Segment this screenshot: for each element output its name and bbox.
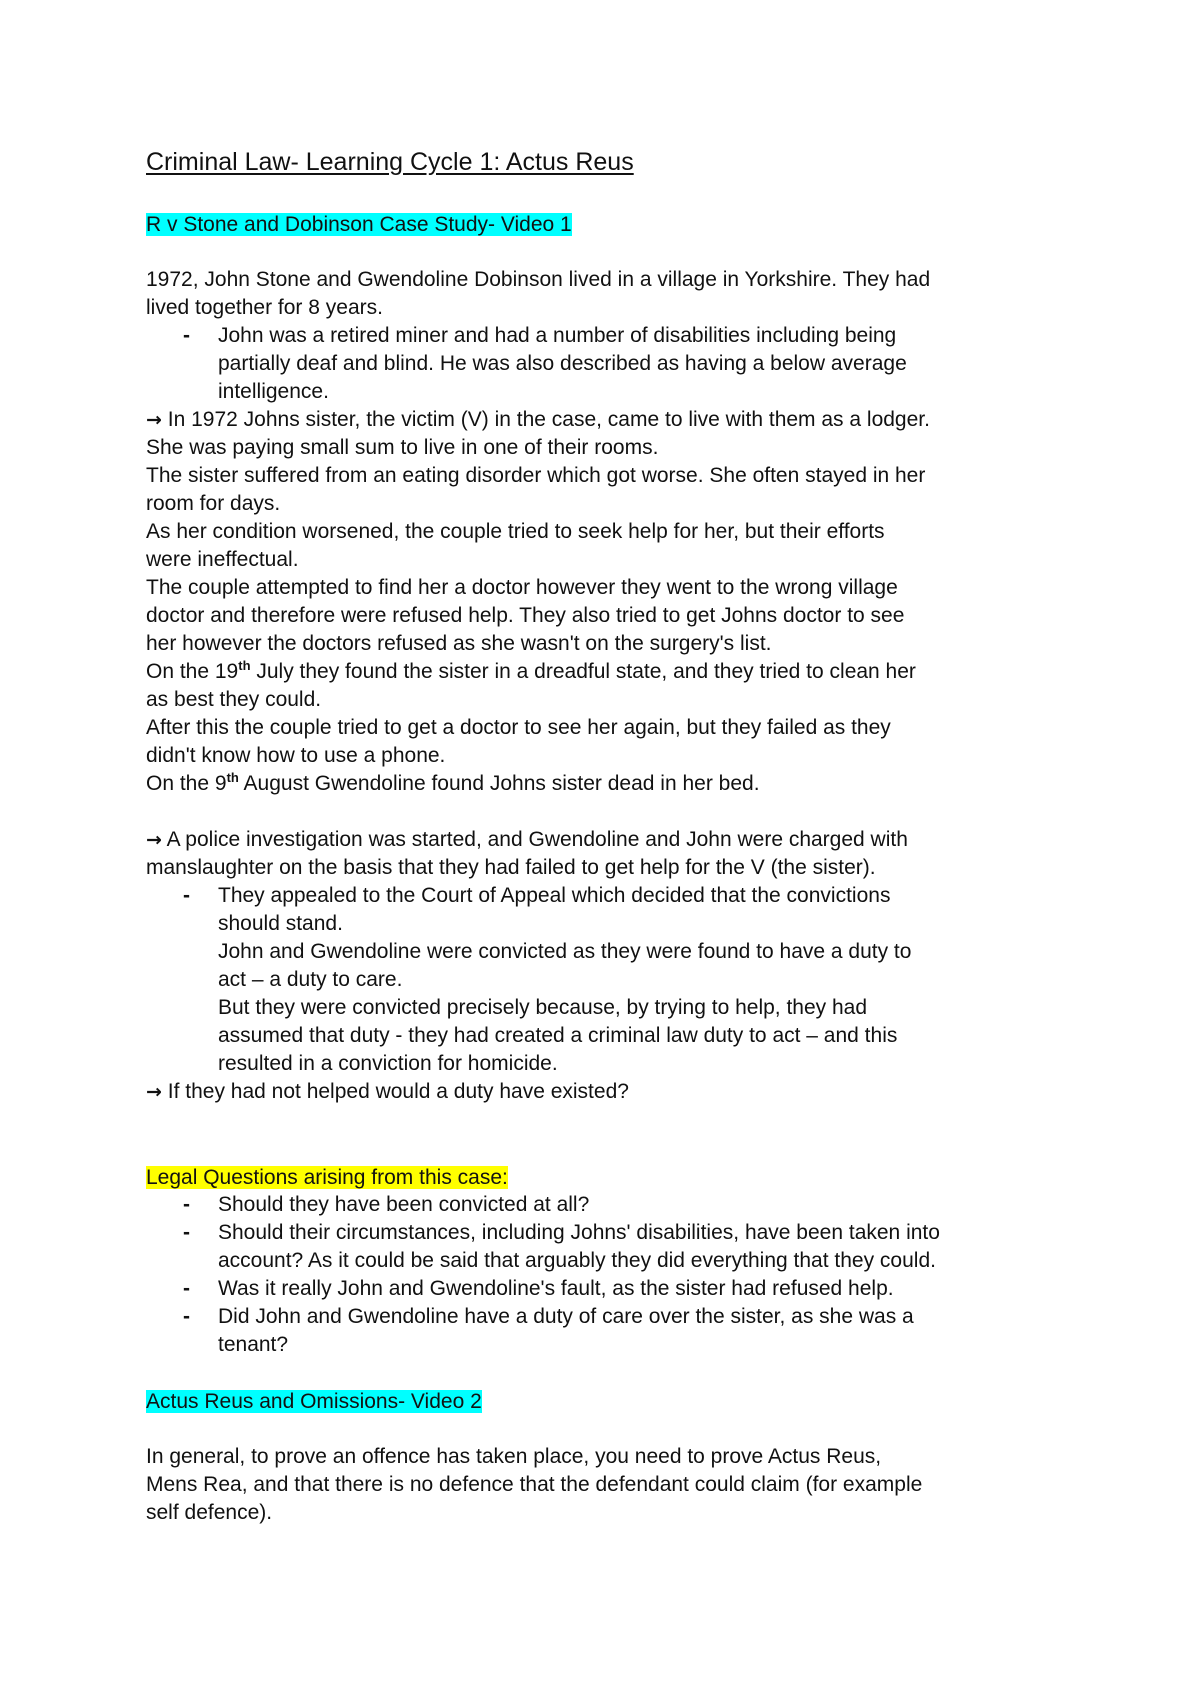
bullet-item <box>146 1219 1066 1275</box>
text-line: were ineffectual. <box>146 548 299 571</box>
arrow-icon: → <box>146 1081 162 1103</box>
intro-paragraph <box>146 266 1066 798</box>
text-line: Was it really John and Gwendoline's fault, as the sister had refused help. <box>218 1277 894 1300</box>
arrow-icon: → <box>146 829 162 851</box>
text-line: As her condition worsened, the couple tried to seek help for her, but their efforts <box>146 520 885 543</box>
text-line: partially deaf and blind. He was also described as having a below average <box>218 352 907 375</box>
arrow-line <box>146 1078 1066 1106</box>
text-line: Did John and Gwendoline have a duty of care over the sister, as she was a <box>218 1305 914 1328</box>
text-line: didn't know how to use a phone. <box>146 744 446 767</box>
arrow-line <box>146 826 1066 854</box>
text-line: The sister suffered from an eating disorder which got worse. She often stayed in her <box>146 464 926 487</box>
text-line: as best they could. <box>146 688 322 711</box>
text-line: account? As it could be said that arguably they did everything that they could. <box>218 1249 936 1272</box>
text-line: John was a retired miner and had a number of disabilities including being <box>218 324 897 347</box>
highlighted-heading-text: Actus Reus and Omissions- Video 2 <box>146 1390 482 1413</box>
text-line: tenant? <box>218 1333 289 1356</box>
omissions-paragraph <box>146 1443 1066 1527</box>
text-line: her however the doctors refused as she wasn't on the surgery's list. <box>146 632 772 655</box>
text-line-august <box>146 770 1066 798</box>
text-line: should stand. <box>218 912 343 935</box>
text-line: She was paying small sum to live in one of their rooms. <box>146 436 659 459</box>
text-line: intelligence. <box>218 380 329 403</box>
text-line: They appealed to the Court of Appeal which decided that the convictions <box>218 884 891 907</box>
dash-bullet: - <box>183 1277 190 1300</box>
text-line: A police investigation was started, and Gwendoline and John were charged with <box>166 828 908 851</box>
text-line: Mens Rea, and that there is no defence that the defendant could claim (for example <box>146 1473 923 1496</box>
superscript: th <box>226 770 239 785</box>
dash-bullet: - <box>183 884 190 907</box>
text-line: In 1972 Johns sister, the victim (V) in the case, came to live with them as a lodger. <box>167 408 930 431</box>
text-line: room for days. <box>146 492 281 515</box>
text-line: self defence). <box>146 1501 273 1524</box>
section-heading-case-study <box>146 211 572 238</box>
section-heading-omissions <box>146 1388 482 1415</box>
text-line: act – a duty to care. <box>218 968 403 991</box>
text-line: But they were convicted precisely because, by trying to help, they had <box>218 996 868 1019</box>
bullet-item <box>146 1191 1066 1219</box>
arrow-icon: → <box>146 409 162 431</box>
dash-bullet: - <box>183 1305 190 1328</box>
superscript: th <box>238 658 251 673</box>
dash-bullet: - <box>183 1193 190 1216</box>
investigation-paragraph <box>146 826 1066 1106</box>
text-line: The couple attempted to find her a doctor however they went to the wrong village <box>146 576 898 599</box>
text-line: resulted in a conviction for homicide. <box>218 1052 558 1075</box>
text-line: lived together for 8 years. <box>146 296 383 319</box>
dash-bullet: - <box>183 324 190 347</box>
arrow-line <box>146 406 1066 434</box>
bullet-item <box>146 1303 1066 1359</box>
text-line: Should their circumstances, including Johns' disabilities, have been taken into <box>218 1221 940 1244</box>
text-line-july <box>146 658 1066 686</box>
text-line: After this the couple tried to get a doctor to see her again, but they failed as they <box>146 716 891 739</box>
text-line: 1972, John Stone and Gwendoline Dobinson lived in a village in Yorkshire. They had <box>146 268 931 291</box>
text-fragment: On the 9 <box>146 772 227 795</box>
legal-questions-list <box>146 1191 1066 1359</box>
text-line: Should they have been convicted at all? <box>218 1193 590 1216</box>
bullet-item <box>146 882 1066 1078</box>
highlighted-heading-text: R v Stone and Dobinson Case Study- Video 1 <box>146 213 572 236</box>
text-line: manslaughter on the basis that they had failed to get help for the V (the sister). <box>146 856 876 879</box>
text-line: John and Gwendoline were convicted as they were found to have a duty to <box>218 940 912 963</box>
dash-bullet: - <box>183 1221 190 1244</box>
text-line: doctor and therefore were refused help. They also tried to get Johns doctor to see <box>146 604 905 627</box>
text-fragment: On the 19 <box>146 660 239 683</box>
section-heading-legal-questions <box>146 1164 508 1191</box>
text-fragment: July they found the sister in a dreadful state, and they tried to clean her <box>250 660 916 683</box>
text-fragment: August Gwendoline found Johns sister dead in her bed. <box>238 772 760 795</box>
bullet-item <box>146 322 1066 406</box>
highlighted-heading-text: Legal Questions arising from this case: <box>146 1166 508 1189</box>
bullet-item <box>146 1275 1066 1303</box>
page-title: Criminal Law- Learning Cycle 1: Actus Reus <box>146 148 634 176</box>
text-line: In general, to prove an offence has taken place, you need to prove Actus Reus, <box>146 1445 882 1468</box>
text-line: If they had not helped would a duty have existed? <box>167 1080 629 1103</box>
text-line: assumed that duty - they had created a criminal law duty to act – and this <box>218 1024 898 1047</box>
